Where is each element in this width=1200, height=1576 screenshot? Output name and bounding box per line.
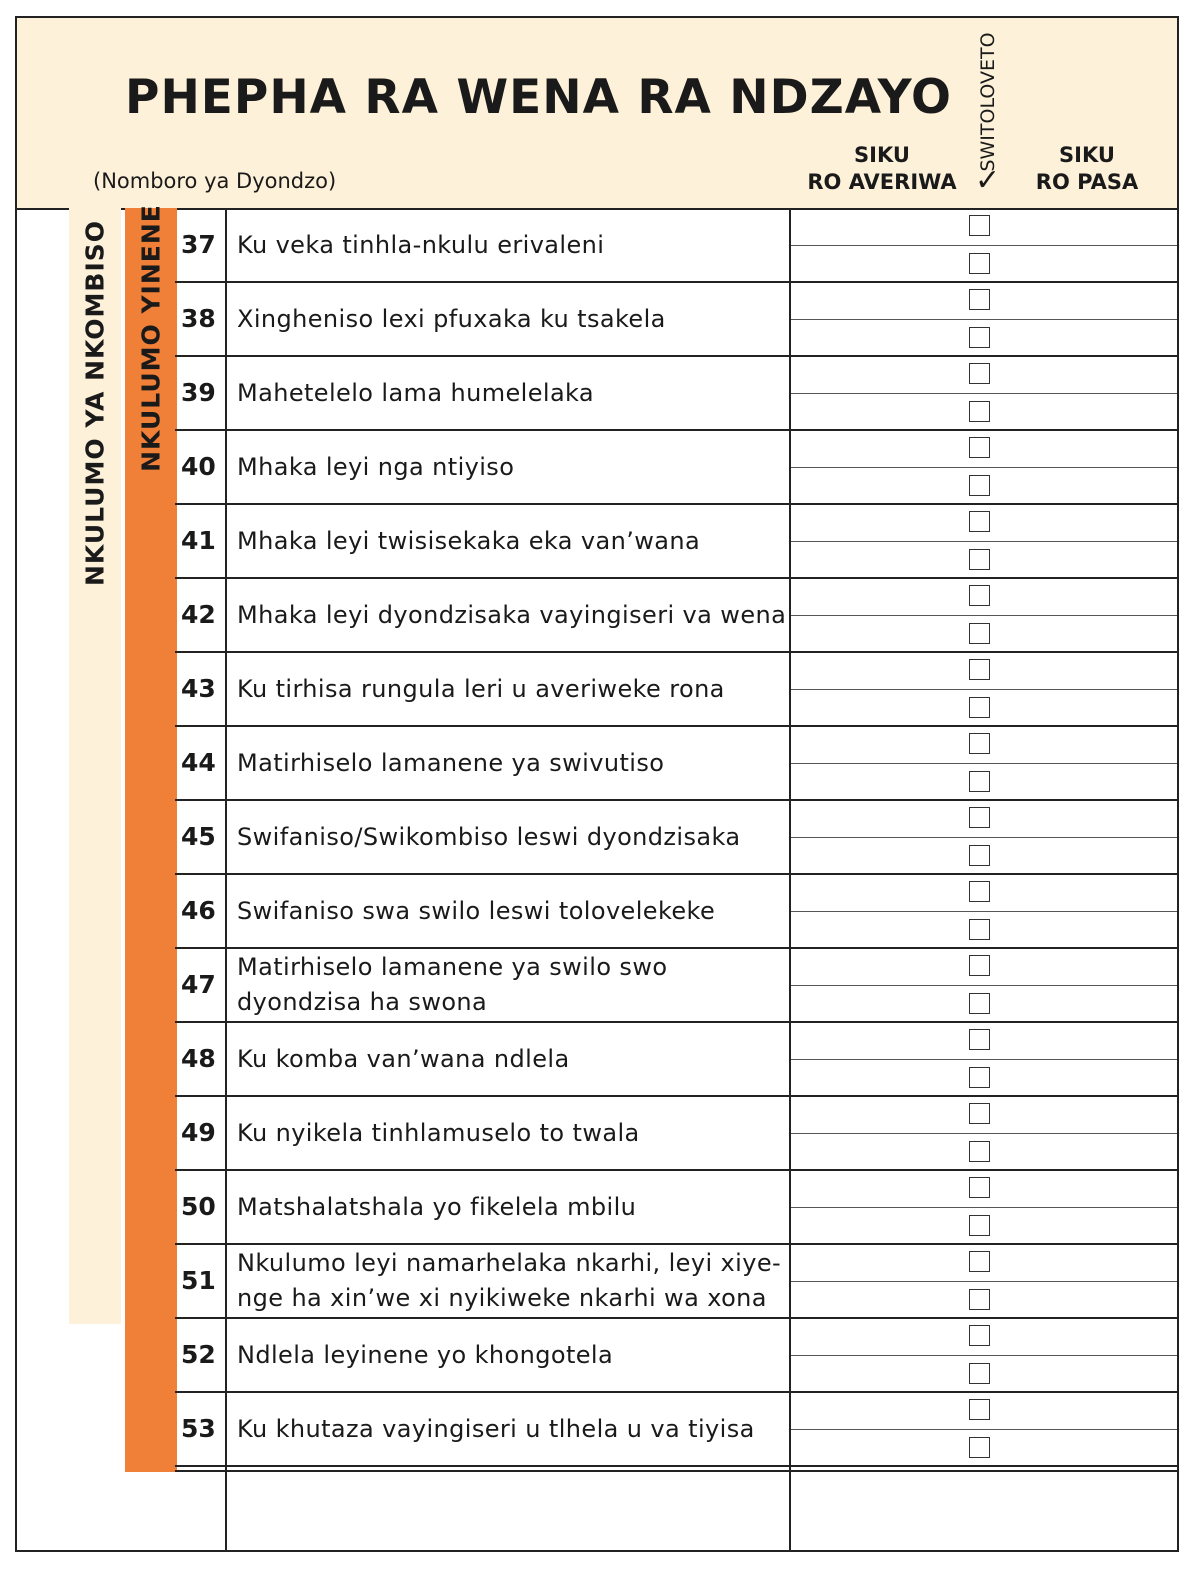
completion-checkbox[interactable] [969, 881, 990, 902]
lesson-number: 37 [181, 230, 216, 259]
table-row [175, 948, 1177, 1022]
table-row [175, 1022, 1177, 1096]
lesson-title: Mhaka leyi twisisekaka eka van’wana [237, 526, 701, 555]
completion-checkbox[interactable] [969, 1289, 990, 1310]
lesson-number: 50 [181, 1192, 216, 1221]
date-line-2[interactable] [789, 1429, 1177, 1466]
date-passed-header-line2: RO PASA [1035, 170, 1139, 194]
table-row [175, 504, 1177, 578]
lesson-number: 42 [181, 600, 216, 629]
lesson-number: 45 [181, 822, 216, 851]
completion-checkbox[interactable] [969, 993, 990, 1014]
number-column-divider [225, 208, 227, 1550]
date-line-1[interactable] [789, 208, 1177, 246]
completion-checkbox[interactable] [969, 1177, 990, 1198]
completion-checkbox[interactable] [969, 401, 990, 422]
completion-checkbox[interactable] [969, 585, 990, 606]
date-line-2[interactable] [789, 1133, 1177, 1170]
date-line-1[interactable] [789, 726, 1177, 764]
completion-checkbox[interactable] [969, 771, 990, 792]
date-line-2[interactable] [789, 319, 1177, 356]
date-line-1[interactable] [789, 948, 1177, 986]
lesson-number-caption: (Nomboro ya Dyondzo) [93, 169, 337, 193]
date-line-1[interactable] [789, 1318, 1177, 1356]
table-row [175, 652, 1177, 726]
date-line-2[interactable] [789, 763, 1177, 800]
completion-checkbox[interactable] [969, 1325, 990, 1346]
lesson-number: 49 [181, 1118, 216, 1147]
lesson-title: Matshalatshala yo fikelela mbilu [237, 1192, 637, 1221]
date-assigned-header-line1: SIKU [854, 143, 910, 167]
row-divider [175, 1465, 1177, 1467]
completed-header-label: SWITOLOVETO [977, 32, 999, 172]
table-row [175, 726, 1177, 800]
lesson-title: Mhaka leyi nga ntiyiso [237, 452, 515, 481]
table-row [175, 578, 1177, 652]
section-band-main-talk [125, 204, 177, 1472]
completion-checkbox[interactable] [969, 845, 990, 866]
completion-checkbox[interactable] [969, 475, 990, 496]
title-column-divider [789, 208, 791, 1550]
section-band-demonstration [69, 208, 121, 1324]
completion-checkbox[interactable] [969, 1399, 990, 1420]
table-row [175, 208, 1177, 282]
lesson-title: Xingheniso lexi pfuxaka ku tsakela [237, 304, 666, 333]
lesson-title: Ku khutaza vayingiseri u tlhela u va tiyisa [237, 1414, 755, 1443]
lesson-number: 52 [181, 1340, 216, 1369]
table-row [175, 1096, 1177, 1170]
date-line-2[interactable] [789, 245, 1177, 282]
lesson-number: 48 [181, 1044, 216, 1073]
completion-checkbox[interactable] [969, 697, 990, 718]
completion-checkbox[interactable] [969, 1437, 990, 1458]
table-end-rule [175, 1470, 225, 1472]
completion-checkbox[interactable] [969, 623, 990, 644]
completion-checkbox[interactable] [969, 1103, 990, 1124]
lesson-number: 51 [181, 1266, 216, 1295]
date-line-1[interactable] [789, 282, 1177, 320]
lesson-number: 43 [181, 674, 216, 703]
table-end-rule-full [225, 1470, 1177, 1472]
date-passed-header [1017, 142, 1157, 196]
completion-checkbox[interactable] [969, 289, 990, 310]
date-line-1[interactable] [789, 1170, 1177, 1208]
completion-checkbox[interactable] [969, 1251, 990, 1272]
lesson-title: Mhaka leyi dyondzisaka vayingiseri va wena [237, 600, 787, 629]
date-assigned-header [807, 142, 957, 196]
completion-checkbox[interactable] [969, 363, 990, 384]
table-row [175, 1392, 1177, 1466]
date-line-2[interactable] [789, 1355, 1177, 1392]
date-passed-header-line1: SIKU [1059, 143, 1115, 167]
date-line-2[interactable] [789, 1207, 1177, 1244]
lesson-number: 40 [181, 452, 216, 481]
lesson-title: Mahetelelo lama humelelaka [237, 378, 595, 407]
completion-checkbox[interactable] [969, 437, 990, 458]
date-line-2[interactable] [789, 615, 1177, 652]
header [17, 18, 1177, 210]
date-line-1[interactable] [789, 578, 1177, 616]
lesson-number: 44 [181, 748, 216, 777]
lesson-number: 41 [181, 526, 216, 555]
lesson-title: Ku nyikela tinhlamuselo to twala [237, 1118, 640, 1147]
completion-checkbox[interactable] [969, 1215, 990, 1236]
date-line-1[interactable] [789, 800, 1177, 838]
date-line-1[interactable] [789, 430, 1177, 468]
lesson-title: Ku komba van’wana ndlela [237, 1044, 570, 1073]
lesson-title: Matirhiselo lamanene ya swilo swo dyondzisa ha swona [237, 953, 668, 1016]
lesson-title: Ku veka tinhla-nkulu erivaleni [237, 230, 605, 259]
section-band-demonstration-label: NKULUMO YA NKOMBISO [80, 219, 110, 587]
date-line-2[interactable] [789, 1281, 1177, 1318]
lesson-title: Matirhiselo lamanene ya swivutiso [237, 748, 665, 777]
completion-checkbox[interactable] [969, 215, 990, 236]
table-row [175, 1318, 1177, 1392]
table-row [175, 282, 1177, 356]
lesson-number: 47 [181, 970, 216, 999]
date-line-1[interactable] [789, 652, 1177, 690]
section-band-main-talk-label: NKULUMO YINENE [136, 204, 166, 472]
date-line-2[interactable] [789, 837, 1177, 874]
date-line-1[interactable] [789, 356, 1177, 394]
table-row [175, 1170, 1177, 1244]
date-line-2[interactable] [789, 985, 1177, 1022]
date-line-1[interactable] [789, 874, 1177, 912]
table-row [175, 1244, 1177, 1318]
date-line-2[interactable] [789, 541, 1177, 578]
table-row [175, 430, 1177, 504]
lesson-number: 46 [181, 896, 216, 925]
completion-checkbox[interactable] [969, 1067, 990, 1088]
lesson-title: Nkulumo leyi namarhelaka nkarhi, leyi xiye-nge ha xin’we xi nyikiweke nkarhi wa xona [237, 1249, 782, 1312]
table-row [175, 356, 1177, 430]
date-line-1[interactable] [789, 1022, 1177, 1060]
completion-checkbox[interactable] [969, 733, 990, 754]
page-title: PHEPHA RA WENA RA NDZAYO [125, 70, 952, 125]
date-line-2[interactable] [789, 1059, 1177, 1096]
completion-checkbox[interactable] [969, 919, 990, 940]
lesson-number: 39 [181, 378, 216, 407]
study-sheet [15, 16, 1179, 1552]
completion-checkbox[interactable] [969, 327, 990, 348]
completion-checkbox[interactable] [969, 253, 990, 274]
completion-checkbox[interactable] [969, 955, 990, 976]
lesson-title: Swifaniso swa swilo leswi tolovelekeke [237, 896, 716, 925]
completion-checkbox[interactable] [969, 659, 990, 680]
completion-checkbox[interactable] [969, 1141, 990, 1162]
date-line-1[interactable] [789, 1392, 1177, 1430]
completion-checkbox[interactable] [969, 511, 990, 532]
date-line-2[interactable] [789, 467, 1177, 504]
date-line-2[interactable] [789, 689, 1177, 726]
lesson-title: Swifaniso/Swikombiso leswi dyondzisaka [237, 822, 741, 851]
date-line-1[interactable] [789, 504, 1177, 542]
date-line-2[interactable] [789, 393, 1177, 430]
date-line-2[interactable] [789, 911, 1177, 948]
date-line-1[interactable] [789, 1244, 1177, 1282]
completion-checkbox[interactable] [969, 549, 990, 570]
lesson-number: 53 [181, 1414, 216, 1443]
completion-checkbox[interactable] [969, 1363, 990, 1384]
lesson-title: Ndlela leyinene yo khongotela [237, 1340, 614, 1369]
lesson-title: Ku tirhisa rungula leri u averiweke rona [237, 674, 725, 703]
table-row [175, 800, 1177, 874]
check-mark-icon: ✓ [975, 163, 1001, 198]
completion-checkbox[interactable] [969, 807, 990, 828]
completion-checkbox[interactable] [969, 1029, 990, 1050]
completed-header [965, 22, 1011, 198]
lesson-number: 38 [181, 304, 216, 333]
date-assigned-header-line2: RO AVERIWA [807, 170, 957, 194]
table-row [175, 874, 1177, 948]
date-line-1[interactable] [789, 1096, 1177, 1134]
